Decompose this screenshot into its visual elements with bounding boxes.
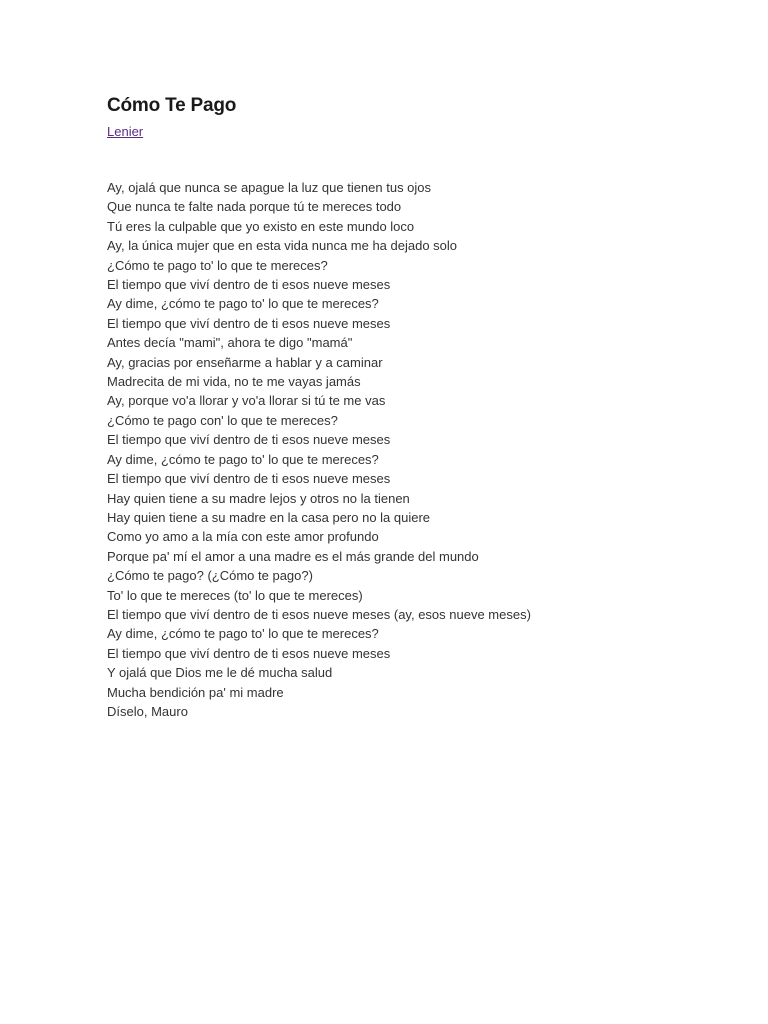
lyric-line: El tiempo que viví dentro de ti esos nueve meses (107, 645, 391, 661)
lyric-line: El tiempo que viví dentro de ti esos nueve meses (107, 432, 391, 448)
lyric-line: Ay dime, ¿cómo te pago to' lo que te mereces? (107, 626, 379, 642)
lyric-line: Mucha bendición pa' mi madre (107, 684, 284, 700)
lyric-line: El tiempo que viví dentro de ti esos nueve meses (107, 471, 391, 487)
lyric-line: To' lo que te mereces (to' lo que te mereces) (107, 587, 363, 603)
lyric-line: Porque pa' mí el amor a una madre es el más grande del mundo (107, 548, 479, 564)
artist-link[interactable]: Lenier (107, 124, 144, 139)
lyric-line: Que nunca te falte nada porque tú te mereces todo (107, 199, 402, 215)
lyrics-page (107, 93, 747, 721)
lyric-line: Ay, la única mujer que en esta vida nunca me ha dejado solo (107, 238, 458, 254)
lyric-line: Hay quien tiene a su madre en la casa pero no la quiere (107, 509, 431, 525)
lyric-line: Madrecita de mi vida, no te me vayas jamás (107, 374, 361, 390)
lyric-line: Tú eres la culpable que yo existo en este mundo loco (107, 218, 415, 234)
lyric-line: El tiempo que viví dentro de ti esos nueve meses (107, 315, 391, 331)
lyric-line: ¿Cómo te pago con' lo que te mereces? (107, 412, 338, 428)
lyric-line: Antes decía "mami", ahora te digo "mamá" (107, 335, 353, 351)
lyric-line: Hay quien tiene a su madre lejos y otros no la tienen (107, 490, 410, 506)
lyric-line: El tiempo que viví dentro de ti esos nueve meses (ay, esos nueve meses) (107, 606, 531, 622)
lyric-line: Como yo amo a la mía con este amor profundo (107, 529, 379, 545)
lyric-line: El tiempo que viví dentro de ti esos nueve meses (107, 277, 391, 293)
lyrics-body (107, 178, 747, 721)
lyric-line: Ay dime, ¿cómo te pago to' lo que te mereces? (107, 296, 379, 312)
lyric-line: Ay dime, ¿cómo te pago to' lo que te mereces? (107, 451, 379, 467)
lyric-line: Ay, ojalá que nunca se apague la luz que tienen tus ojos (107, 180, 432, 195)
lyric-line: Y ojalá que Dios me le dé mucha salud (107, 665, 333, 681)
lyric-line: Díselo, Mauro (107, 703, 188, 719)
lyric-line: Ay, porque vo'a llorar y vo'a llorar si tú te me vas (107, 393, 386, 409)
lyric-line: ¿Cómo te pago? (¿Cómo te pago?) (107, 568, 313, 584)
lyric-line: Ay, gracias por enseñarme a hablar y a caminar (107, 354, 383, 370)
song-title: Cómo Te Pago (107, 95, 237, 116)
lyric-line: ¿Cómo te pago to' lo que te mereces? (107, 257, 328, 273)
